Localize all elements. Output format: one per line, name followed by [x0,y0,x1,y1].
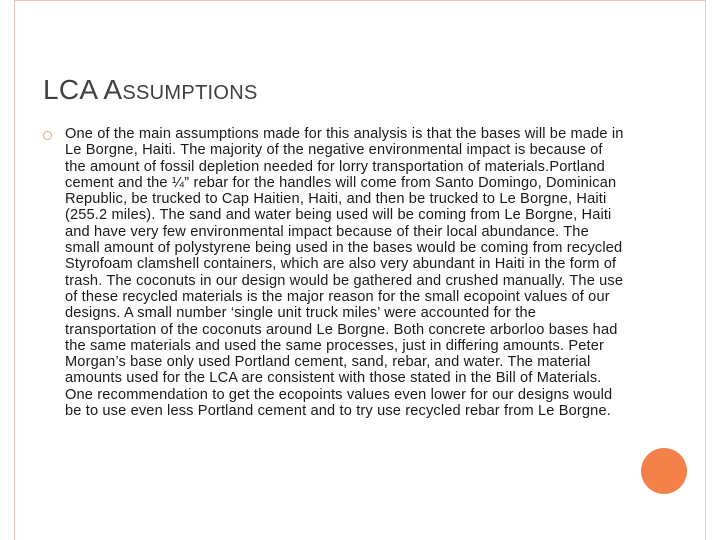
title-first-part: LCA A [43,74,123,105]
slide-title [43,74,258,106]
body-paragraph: One of the main assumptions made for this analysis is that the bases will be made in Le Borgne, Haiti. The majority of the negative environmental impact is because of the amount of fossil depletion needed for lorry transportation of materials.Portland cement and the ¼” rebar for the handles will come from Santo Domingo, Dominican Republic, be trucked to Cap Haitien, Haiti, and then be trucked to Le Borgne, Haiti (255.2 miles). The sand and water being used will be coming from Le Borgne, Haiti and have very few environmental impact because of their local abundance. The small amount of polystyrene being used in the bases would be coming from recycled Styrofoam clamshell containers, which are also very abundant in Haiti in the form of trash. The coconuts in our design would be gathered and crushed manually. The use of these recycled materials is the major reason for the small ecopoint values of our designs. A small number ‘single unit truck miles’ were accounted for the transportation of the coconuts around Le Borgne. Both concrete arborloo bases had the same materials and used the same processes, just in differing amounts. Peter Morgan’s base only used Portland cement, sand, rebar, and water. The material amounts used for the LCA are consistent with those stated in the Bill of Materials. One recommendation to get the ecopoints values even lower for our designs would be to use even less Portland cement and to try use recycled rebar from Le Borgne. [65,126,624,420]
title-rest: SSUMPTIONS [122,82,258,104]
decorative-circle [641,448,687,494]
bullet-circle-icon [43,131,52,140]
slide-top-border [14,0,706,1]
